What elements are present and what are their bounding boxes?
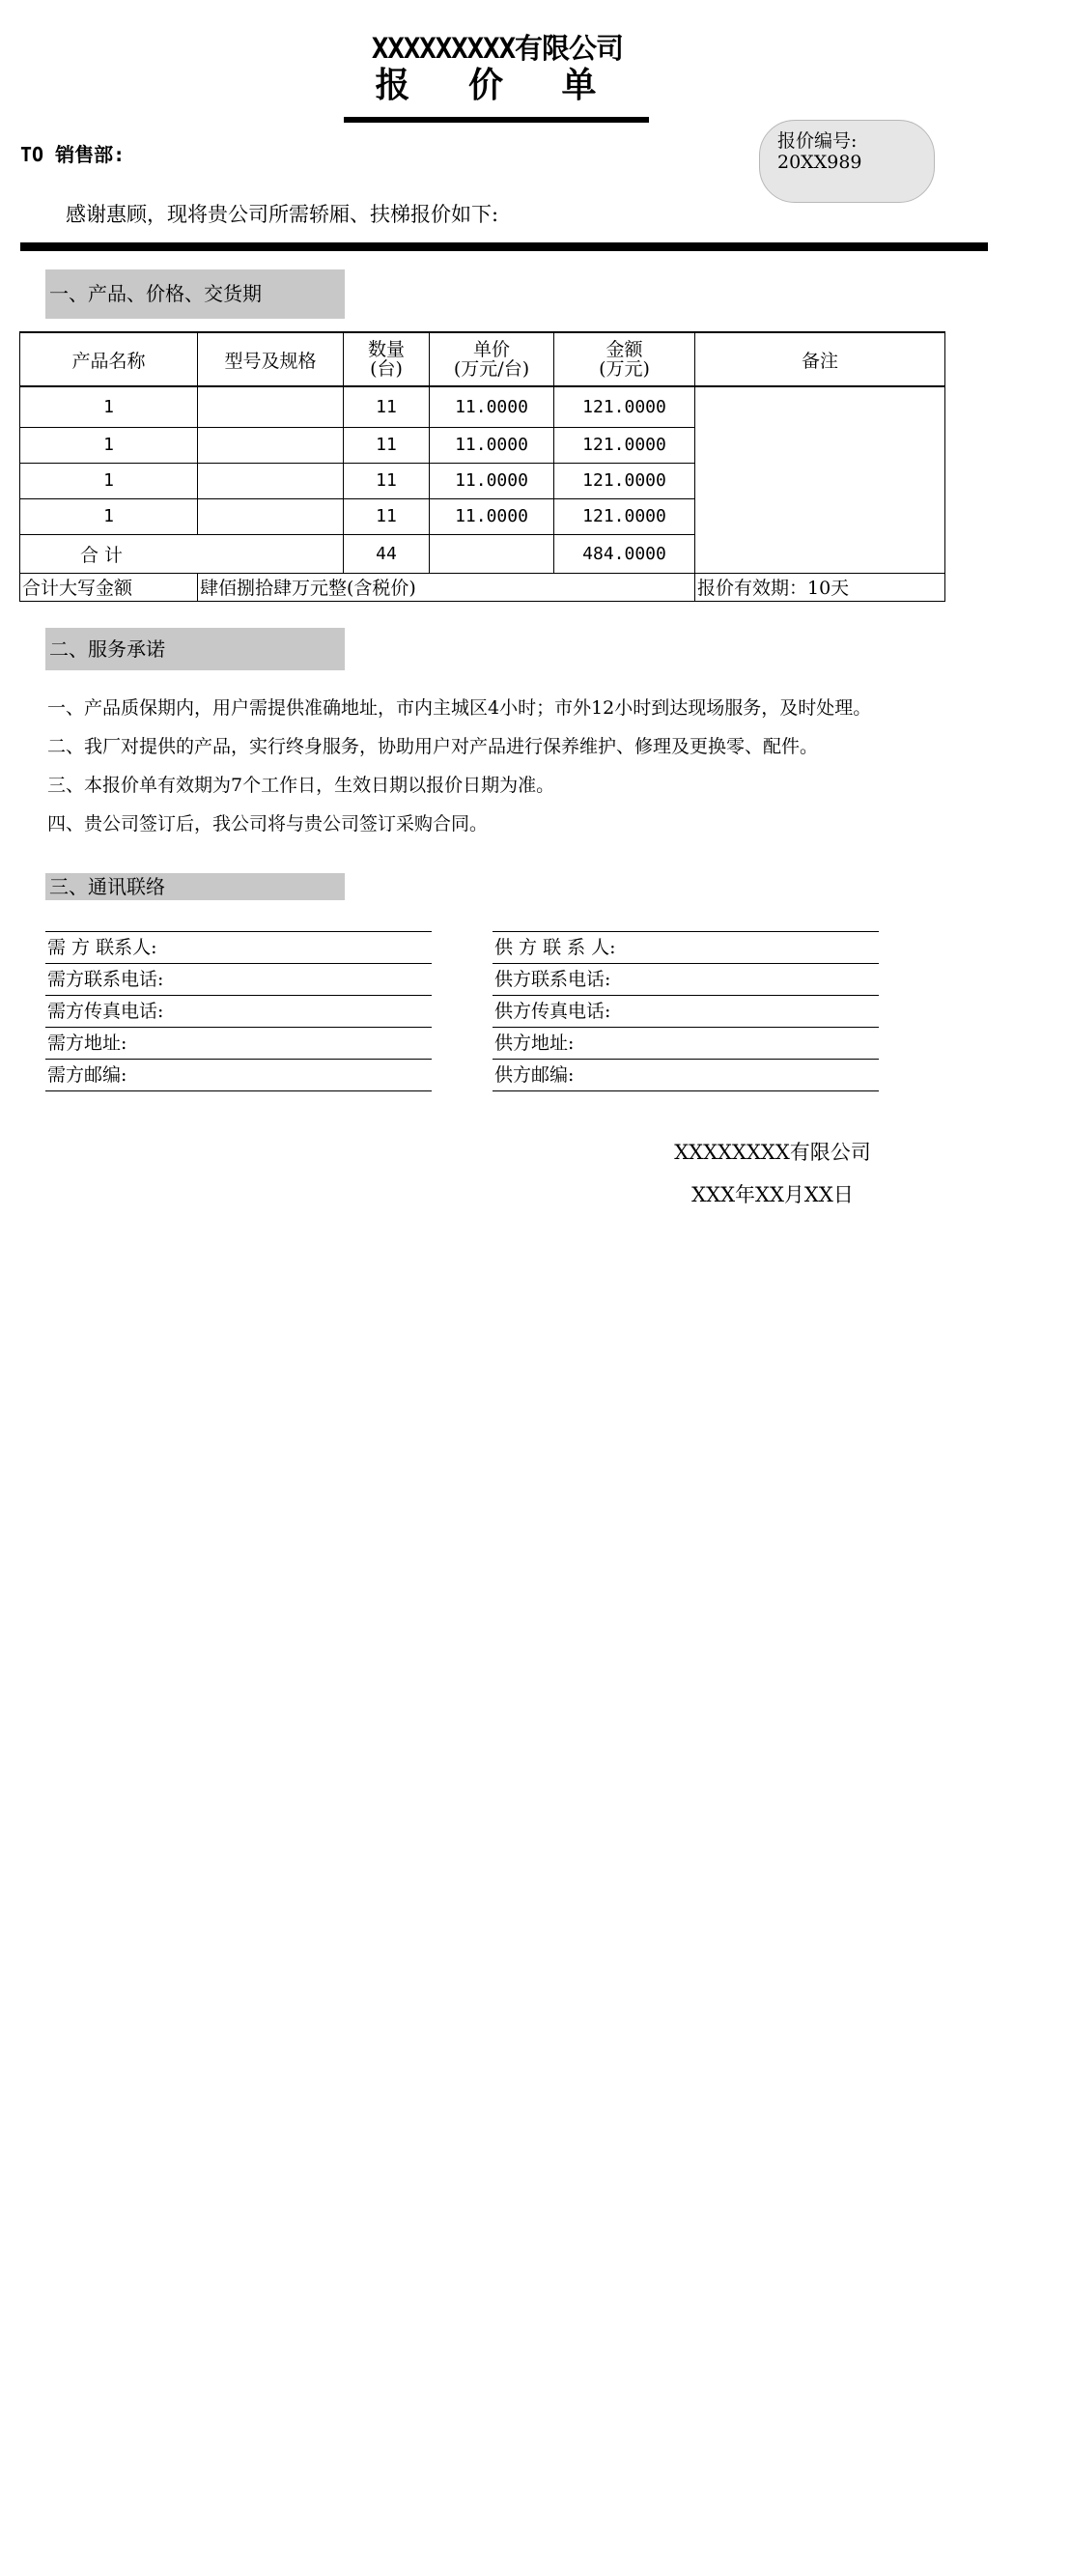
section-products-title: 一、产品、价格、交货期 [45, 269, 345, 319]
service-promise-item: 二、我厂对提供的产品，实行终身服务，协助用户对产品进行保养维护、修理及更换零、配件。 [47, 736, 819, 757]
col-header-quantity-line2: (台) [370, 358, 403, 380]
buyer-contact-person: 需 方 联系人: [45, 931, 432, 964]
total-label: 合 计 [20, 534, 344, 573]
quote-number-label: 报价编号: [777, 130, 858, 152]
document-title: 报 价 单 [375, 66, 620, 105]
cell-product-name: 1 [20, 427, 198, 463]
cell-model [198, 498, 344, 534]
cell-amount: 121.0000 [554, 498, 695, 534]
buyer-phone: 需方联系电话: [45, 964, 432, 996]
cell-unit-price: 11.0000 [430, 427, 554, 463]
cell-amount: 121.0000 [554, 463, 695, 498]
col-header-model: 型号及规格 [198, 332, 344, 386]
supplier-contact-block [493, 931, 879, 1091]
cell-product-name: 1 [20, 386, 198, 427]
supplier-contact-person: 供 方 联 系 人: [493, 931, 879, 964]
cell-quantity: 11 [344, 386, 430, 427]
header-divider [20, 242, 988, 251]
signature-company: XXXXXXXX有限公司 [674, 1141, 871, 1164]
table-footer-row [20, 573, 945, 601]
signature-date: XXX年XX月XX日 [691, 1183, 854, 1206]
quote-number-value: 20XX989 [777, 152, 862, 173]
col-header-unit-price-line2: (万元/台) [453, 358, 530, 380]
buyer-fax: 需方传真电话: [45, 996, 432, 1028]
cell-unit-price: 11.0000 [430, 386, 554, 427]
greeting-text: 感谢惠顾，现将贵公司所需轿厢、扶梯报价如下: [66, 203, 499, 226]
quote-validity: 报价有效期：10天 [695, 573, 945, 601]
table-header-row [20, 332, 945, 386]
total-amount: 484.0000 [554, 534, 695, 573]
cell-model [198, 463, 344, 498]
cell-amount: 121.0000 [554, 386, 695, 427]
section-contact-title: 三、通讯联络 [45, 873, 345, 900]
service-promise-item: 四、贵公司签订后，我公司将与贵公司签订采购合同。 [47, 813, 489, 835]
col-header-amount-line1: 金额 [605, 339, 643, 360]
recipient-line: TO 销售部: [20, 143, 126, 166]
amount-in-words-value: 肆佰捌拾肆万元整(含税价) [198, 573, 695, 601]
col-header-remark: 备注 [695, 332, 945, 386]
cell-product-name: 1 [20, 463, 198, 498]
supplier-fax: 供方传真电话: [493, 996, 879, 1028]
col-header-quantity-line1: 数量 [367, 339, 405, 360]
cell-quantity: 11 [344, 463, 430, 498]
amount-in-words-label: 合计大写金额 [20, 573, 198, 601]
cell-model [198, 386, 344, 427]
service-promise-item: 一、产品质保期内，用户需提供准确地址，市内主城区4小时；市外12小时到达现场服务，及时处理。 [47, 697, 872, 719]
col-header-product-name: 产品名称 [20, 332, 198, 386]
col-header-amount-line2: (万元) [599, 358, 650, 380]
total-quantity: 44 [344, 534, 430, 573]
quote-number-badge [759, 120, 935, 203]
cell-model [198, 427, 344, 463]
cell-quantity: 11 [344, 427, 430, 463]
buyer-contact-block [45, 931, 432, 1091]
cell-unit-price: 11.0000 [430, 463, 554, 498]
quote-table [19, 331, 945, 602]
buyer-address: 需方地址: [45, 1028, 432, 1060]
table-row [20, 386, 945, 427]
company-name: XXXXXXXXX有限公司 [371, 32, 624, 65]
cell-amount: 121.0000 [554, 427, 695, 463]
cell-remark [695, 386, 945, 573]
supplier-address: 供方地址: [493, 1028, 879, 1060]
section-service-title: 二、服务承诺 [45, 628, 345, 670]
total-unit-price [430, 534, 554, 573]
title-underline [344, 117, 649, 123]
cell-quantity: 11 [344, 498, 430, 534]
supplier-postcode: 供方邮编: [493, 1060, 879, 1091]
supplier-phone: 供方联系电话: [493, 964, 879, 996]
col-header-quantity [344, 332, 430, 386]
service-promise-item: 三、本报价单有效期为7个工作日，生效日期以报价日期为准。 [47, 775, 555, 796]
cell-product-name: 1 [20, 498, 198, 534]
col-header-unit-price-line1: 单价 [472, 339, 510, 360]
cell-unit-price: 11.0000 [430, 498, 554, 534]
col-header-unit-price [430, 332, 554, 386]
buyer-postcode: 需方邮编: [45, 1060, 432, 1091]
col-header-amount [554, 332, 695, 386]
